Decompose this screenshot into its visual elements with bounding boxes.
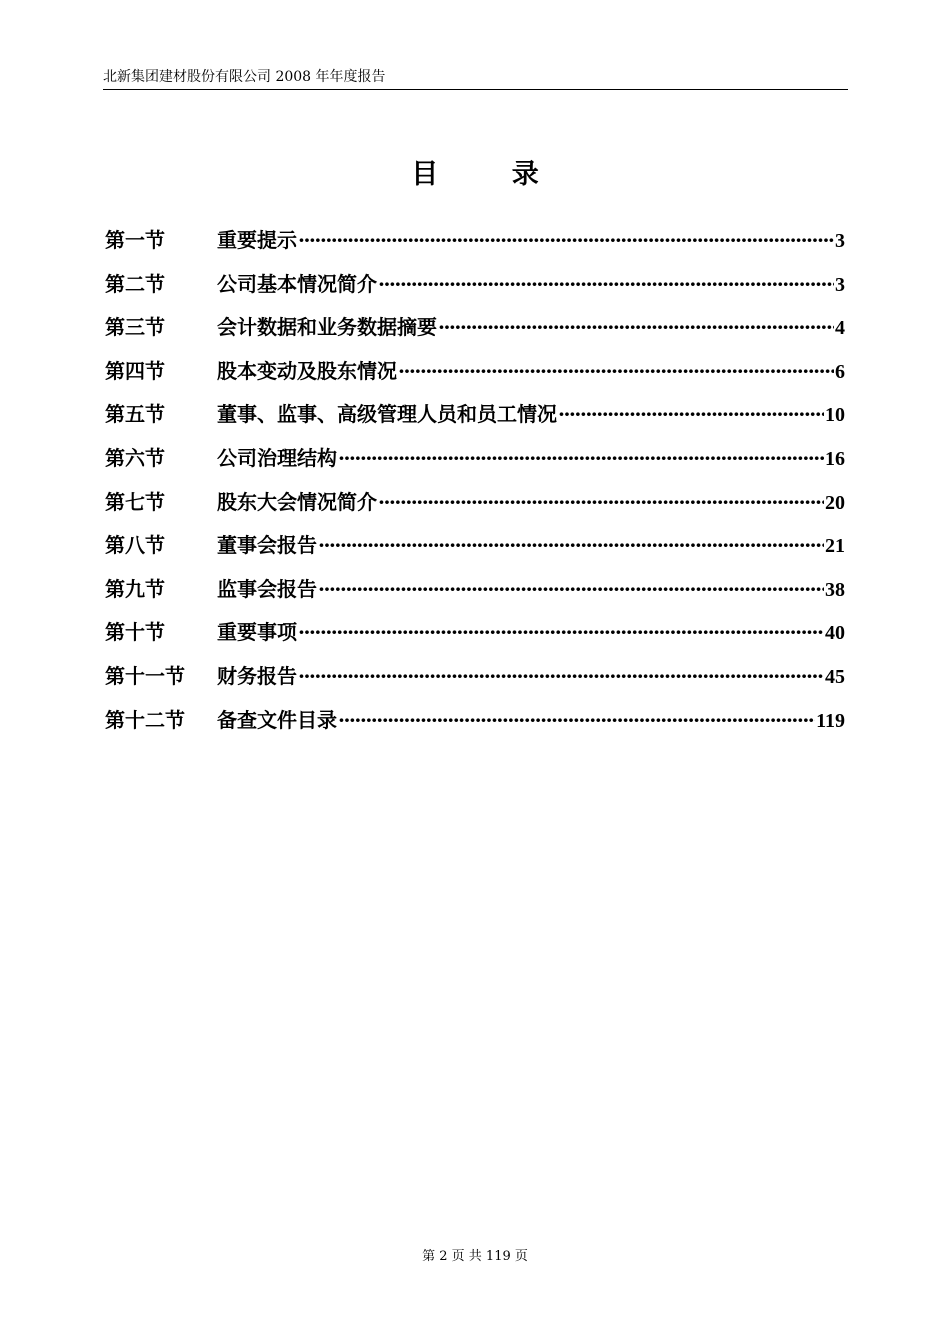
toc-section-number: 第五节 — [105, 402, 165, 427]
toc-entry-12[interactable] — [105, 704, 845, 748]
toc-page-number: 3 — [835, 230, 845, 252]
toc-dot-leader — [318, 533, 824, 557]
toc-section-number: 第七节 — [105, 489, 165, 514]
toc-dot-leader — [438, 315, 834, 339]
toc-title: 目 录 — [411, 159, 571, 190]
toc-section-title: 股本变动及股东情况 — [217, 358, 397, 383]
page-footer: 第 2 页 共 119 页 — [422, 1249, 528, 1264]
toc-list — [105, 224, 845, 747]
toc-section-number: 第一节 — [105, 228, 165, 252]
page-header — [103, 64, 848, 90]
toc-dot-leader — [378, 272, 834, 296]
toc-page-number: 119 — [816, 709, 845, 732]
toc-page-number: 21 — [825, 535, 845, 558]
toc-entry-2[interactable] — [105, 268, 845, 312]
toc-entry-7[interactable] — [105, 486, 845, 530]
toc-dot-leader — [318, 577, 824, 601]
toc-entry-5[interactable] — [105, 398, 845, 442]
toc-section-title: 会计数据和业务数据摘要 — [217, 315, 437, 340]
toc-section-number: 第三节 — [105, 315, 165, 340]
toc-section-title: 董事、监事、高级管理人员和员工情况 — [217, 402, 557, 427]
toc-section-title: 财务报告 — [217, 663, 297, 688]
toc-entry-8[interactable] — [105, 529, 845, 573]
toc-page-number: 16 — [825, 447, 845, 470]
toc-section-number: 第十一节 — [105, 663, 185, 688]
toc-section-title: 股东大会情况简介 — [217, 489, 377, 514]
toc-page-number: 4 — [835, 317, 845, 340]
toc-section-number: 第九节 — [105, 576, 165, 601]
toc-section-title: 监事会报告 — [217, 576, 317, 601]
toc-page-number: 10 — [825, 404, 845, 427]
toc-section-title: 备查文件目录 — [217, 707, 337, 732]
toc-dot-leader — [338, 446, 824, 470]
toc-section-number: 第十节 — [105, 620, 165, 645]
toc-dot-leader — [378, 490, 824, 514]
toc-section-title: 董事会报告 — [217, 533, 317, 558]
toc-entry-3[interactable] — [105, 311, 845, 355]
toc-section-title: 重要事项 — [217, 620, 297, 645]
toc-page-number: 40 — [825, 622, 845, 645]
toc-dot-leader — [298, 620, 824, 644]
toc-entry-1[interactable] — [105, 224, 845, 268]
toc-section-title: 公司基本情况简介 — [217, 271, 377, 296]
toc-section-number: 第八节 — [105, 533, 165, 558]
toc-section-number: 第四节 — [105, 358, 165, 383]
toc-section-title: 公司治理结构 — [217, 445, 337, 470]
toc-dot-leader — [298, 664, 824, 688]
toc-entry-10[interactable] — [105, 616, 845, 660]
toc-dot-leader — [298, 228, 834, 252]
toc-entry-6[interactable] — [105, 442, 845, 486]
toc-dot-leader — [398, 359, 834, 383]
toc-dot-leader — [558, 402, 824, 426]
toc-section-number: 第二节 — [105, 271, 165, 296]
toc-page-number: 6 — [835, 360, 845, 383]
toc-page-number: 20 — [825, 491, 845, 514]
toc-section-number: 第十二节 — [105, 707, 185, 732]
toc-section-number: 第六节 — [105, 445, 165, 470]
toc-page-number: 45 — [825, 665, 845, 688]
toc-section-title: 重要提示 — [217, 228, 297, 252]
toc-dot-leader — [338, 708, 815, 732]
toc-page-number: 3 — [835, 273, 845, 296]
toc-entry-11[interactable] — [105, 660, 845, 704]
toc-entry-4[interactable] — [105, 355, 845, 399]
toc-entry-9[interactable] — [105, 573, 845, 617]
header-title: 北新集团建材股份有限公司 2008 年年度报告 — [103, 69, 386, 85]
toc-page-number: 38 — [825, 578, 845, 601]
